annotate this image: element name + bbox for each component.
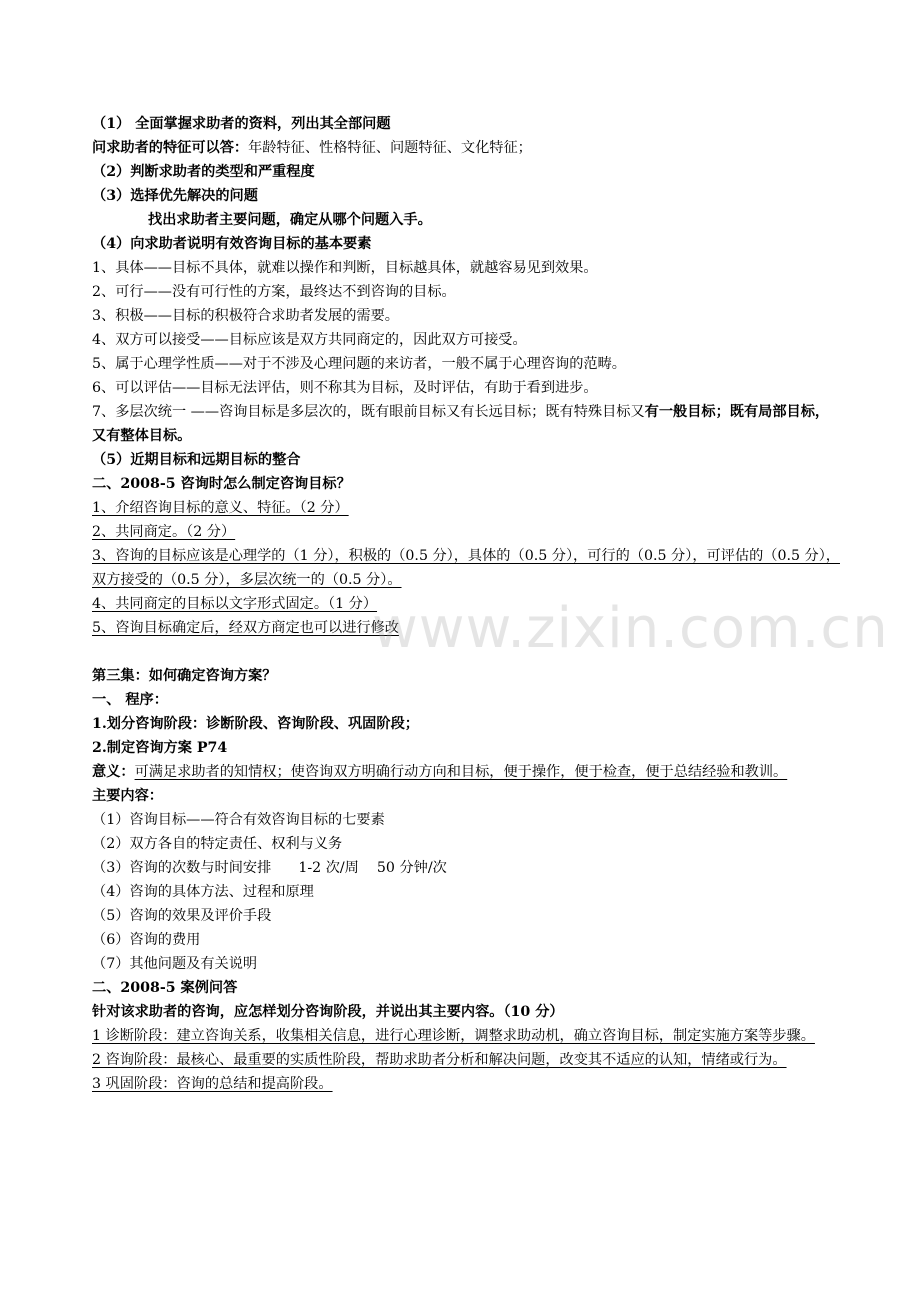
element-2: 2、可行——没有可行性的方案，最终达不到咨询的目标。: [92, 284, 456, 300]
stage-1: [92, 1024, 842, 1048]
answer-3: [92, 544, 842, 592]
section-3-title: 第三集：如何确定咨询方案？: [92, 668, 277, 684]
answer-2-text: 2、共同商定。（2 分）: [92, 524, 236, 540]
answer-1: [92, 496, 842, 520]
procedure-1: 1.划分咨询阶段：诊断阶段、咨询阶段、巩固阶段；: [92, 716, 419, 732]
heading-step-1: （1） 全面掌握求助者的资料，列出其全部问题: [92, 116, 391, 132]
procedure-2: 2.制定咨询方案 P74: [92, 740, 228, 756]
answer-2: [92, 520, 842, 544]
element-3: 3、积极——目标的积极符合求助者发展的需要。: [92, 308, 399, 324]
element-7-text: 7、多层次统一 ——咨询目标是多层次的，既有眼前目标又有长远目标；既有特殊目标又: [92, 404, 645, 420]
answer-4: [92, 592, 842, 616]
line-features: [92, 136, 842, 160]
answer-3-text: 3、咨询的目标应该是心理学的（1 分），积极的（0.5 分），具体的（0.5 分），可行的（0.5 分），可评估的（0.5 分），双方接受的（0.5 分），多层次统一的（0.5 分）。: [92, 548, 840, 588]
element-7: [92, 400, 842, 448]
features-label: 问求助者的特征可以答：: [92, 140, 249, 156]
element-6: 6、可以评估——目标无法评估，则不称其为目标，及时评估，有助于看到进步。: [92, 380, 598, 396]
procedure-heading: 一、 程序：: [92, 692, 168, 708]
answer-5-text: 5、咨询目标确定后，经双方商定也可以进行修改: [92, 620, 399, 636]
content-item-3: （3）咨询的次数与时间安排 1-2 次/周 50 分钟/次: [92, 860, 447, 876]
spacer: [92, 640, 842, 664]
element-5: 5、属于心理学性质——对于不涉及心理问题的来访者，一般不属于心理咨询的范畴。: [92, 356, 626, 372]
element-1: 1、具体——目标不具体，就难以操作和判断，目标越具体，就越容易见到效果。: [92, 260, 598, 276]
content-item-2: （2）双方各自的特定责任、权利与义务: [92, 836, 343, 852]
answer-1-text: 1、介绍咨询目标的意义、特征。（2 分）: [92, 500, 349, 516]
content-item-1: （1）咨询目标——符合有效咨询目标的七要素: [92, 812, 385, 828]
significance-label: 意义：: [92, 764, 135, 780]
document-body: [92, 112, 842, 1096]
significance-text: 可满足求助者的知情权；使咨询双方明确行动方向和目标，便于操作，便于检查，便于总结经验和教训。: [134, 764, 788, 780]
element-7-bold: 有一般目标；既有局部目标，又有整体目标。: [92, 404, 830, 444]
stage-1-text: 1 诊断阶段：建立咨询关系，收集相关信息，进行心理诊断，调整求助动机，确立咨询目标，制定实施方案等步骤。: [92, 1028, 815, 1044]
heading-step-2: （2）判断求助者的类型和严重程度: [92, 164, 315, 180]
heading-step-4: （4）向求助者说明有效咨询目标的基本要素: [92, 236, 372, 252]
content-item-5: （5）咨询的效果及评价手段: [92, 908, 272, 924]
content-item-6: （6）咨询的费用: [92, 932, 201, 948]
answer-5: [92, 616, 842, 640]
main-content-heading: 主要内容：: [92, 788, 163, 804]
features-text: 年龄特征、性格特征、问题特征、文化特征；: [248, 140, 532, 156]
step-3-detail: 找出求助者主要问题，确定从哪个问题入手。: [148, 212, 432, 228]
answer-4-text: 4、共同商定的目标以文字形式固定。（1 分）: [92, 596, 378, 612]
heading-step-3: （3）选择优先解决的问题: [92, 188, 258, 204]
stage-3-text: 3 巩固阶段：咨询的总结和提高阶段。: [92, 1076, 333, 1092]
significance: [92, 760, 842, 784]
content-item-4: （4）咨询的具体方法、过程和原理: [92, 884, 314, 900]
question-2008-5: 二、2008-5 咨询时怎么制定咨询目标？: [92, 476, 351, 492]
heading-step-5: （5）近期目标和远期目标的整合: [92, 452, 301, 468]
stage-2-text: 2 咨询阶段：最核心、最重要的实质性阶段，帮助求助者分析和解决问题，改变其不适应的认知，情绪或行为。: [92, 1052, 787, 1068]
stage-3: [92, 1072, 842, 1096]
watermark: www.zixin.com.cn: [372, 596, 889, 661]
content-item-7: （7）其他问题及有关说明: [92, 956, 258, 972]
case-question: 针对该求助者的咨询，应怎样划分咨询阶段，并说出其主要内容。（10 分）: [92, 1004, 564, 1020]
case-question-heading: 二、2008-5 案例问答: [92, 980, 238, 996]
stage-2: [92, 1048, 842, 1072]
element-4: 4、双方可以接受——目标应该是双方共同商定的，因此双方可接受。: [92, 332, 527, 348]
